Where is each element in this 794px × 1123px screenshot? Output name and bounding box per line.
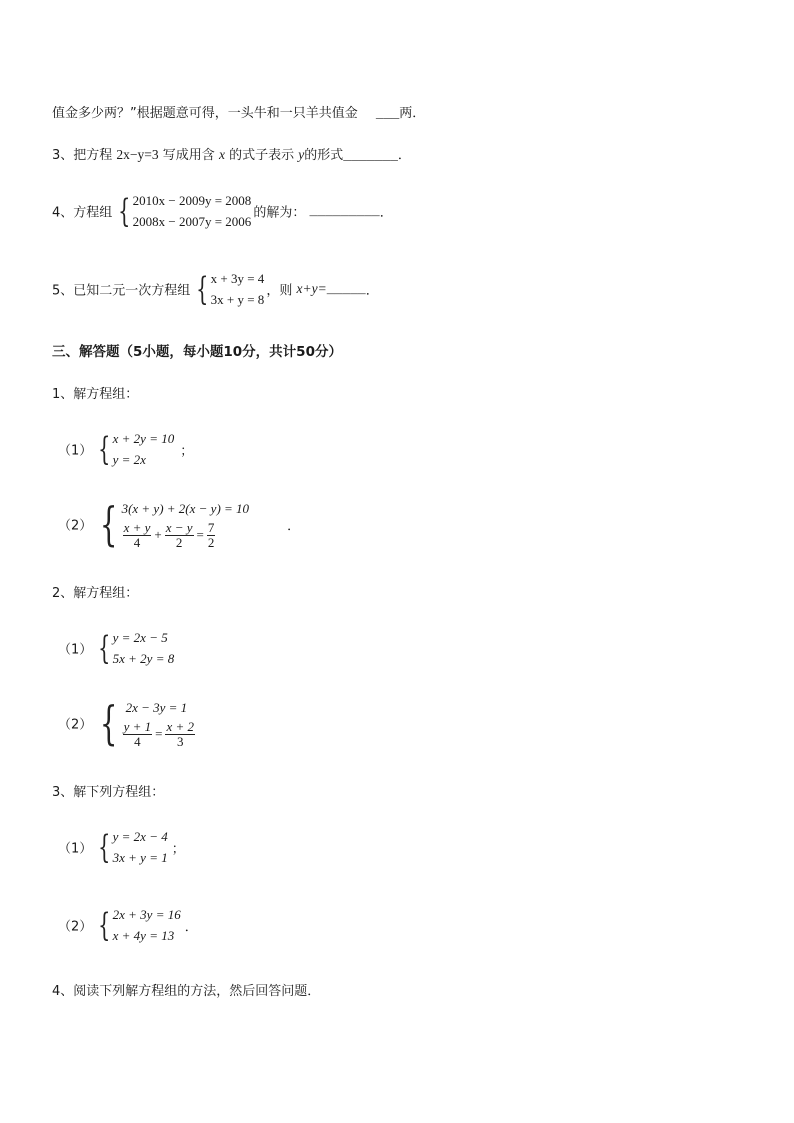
variable-x: x [218,147,225,162]
equation-system [94,826,167,868]
answer-blank[interactable]: _______ [343,148,398,163]
variable-y: y [298,147,305,162]
equation-row: 2x + 3y = 16 [112,907,181,922]
part-number: （1） [58,642,93,658]
part-tail: ． [184,919,198,935]
q2-part-2 [58,697,198,749]
equation-system [192,268,264,310]
equation-row: 3(x + y) + 2(x − y) = 10 [121,501,250,516]
left-brace: { [98,906,111,944]
equation-row: $\frac{x + y}{4}$ + $\frac{x - y}{2}$ = $\frac{7}{2}$ [123,519,215,550]
fraction: $\frac{x + y}{4}$ [123,519,151,550]
equation-row: $\frac{y + 1}{4}$ = $\frac{x + 2}{3}$ [123,718,194,749]
question-tail: 两． [399,106,426,121]
equation-system [114,190,251,232]
part-number: （1） [58,841,93,857]
section-heading: 三、解答题（5小题，每小题10分，共计50分） [52,344,342,360]
question-text: 的形式 [304,148,344,163]
q3-part-1 [58,826,185,868]
question-text: ，则 [266,283,293,299]
part-tail: ； [171,841,185,857]
fill-question-5 [52,268,379,310]
equation: 2x−y=3 [116,147,159,162]
equation-row: 5x + 2y = 8 [112,651,175,666]
left-brace: { [98,430,111,468]
equation-row: x + 4y = 13 [112,928,175,943]
expression: x+y= [296,281,327,296]
left-brace: { [98,629,111,667]
equation-system [94,697,196,749]
equation-row: 2008x − 2007y = 2006 [132,214,252,229]
equation-row: y = 2x − 5 [112,630,168,645]
left-brace: { [118,192,131,230]
part-tail: ； [180,443,194,459]
q1-part-1 [58,428,193,470]
equation-system [94,428,174,470]
part-number: （2） [58,717,93,733]
equation-row: 2010x − 2009y = 2008 [132,193,252,208]
equation-row: x + 2y = 10 [112,431,175,446]
equation-row: y = 2x − 4 [112,829,168,844]
part-number: （2） [58,518,93,534]
question-prefix: 5、已知二元一次方程组 [52,283,191,299]
q1-part-2 [58,498,300,550]
left-brace: { [100,696,118,750]
equation-row: 3x + y = 1 [112,850,168,865]
fill-question-3 [52,144,411,163]
equation-row: 2x − 3y = 1 [125,700,188,715]
equation-row: 3x + y = 8 [210,292,265,307]
left-brace: { [196,270,209,308]
part-tail: ． [287,518,301,534]
question-tail: ． [365,283,379,299]
question-4-label: 4、阅读下列解方程组的方法，然后回答问题． [52,984,321,999]
equation-system [94,498,249,550]
fill-question-4 [52,190,393,232]
question-2-label: 2、解方程组： [52,586,139,601]
equation-system [94,627,174,669]
fraction: $\frac{y + 1}{4}$ [123,718,152,749]
fraction: $\frac{7}{2}$ [207,519,215,550]
left-brace: { [98,828,111,866]
question-1-label: 1、解方程组： [52,387,139,402]
fraction: $\frac{x + 2}{3}$ [166,718,194,749]
question-text: 值金多少两？”根据题意可得，一头牛和一只羊共值金 [52,106,358,121]
equation-system [94,904,180,946]
equation-row: x + 3y = 4 [210,271,265,286]
question-text: 写成用含 [162,148,215,163]
equation-row: y = 2x [112,452,146,467]
answer-blank[interactable]: _________ [309,203,380,219]
question-prefix: 3、把方程 [52,148,113,163]
q2-part-1 [58,627,176,669]
question-text: 的式子表示 [229,148,295,163]
answer-blank[interactable]: ___ [375,106,400,121]
question-continuation [52,102,425,121]
answer-blank[interactable]: _____ [326,281,366,297]
part-number: （2） [58,919,93,935]
question-prefix: 4、方程组 [52,205,113,221]
question-3-label: 3、解下列方程组： [52,785,165,800]
q3-part-2 [58,904,198,946]
left-brace: { [100,497,118,551]
question-tail: ． [379,205,393,221]
part-number: （1） [58,443,93,459]
question-tail: ． [397,148,411,163]
fraction: $\frac{x - y}{2}$ [165,519,193,550]
question-text: 的解为： [253,205,306,221]
